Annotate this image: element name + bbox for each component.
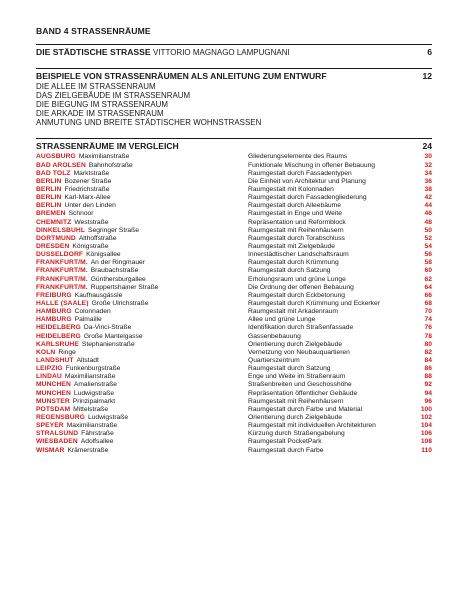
- entry-street: Palmaille: [74, 316, 102, 324]
- section-heading-staedtische-strasse[interactable]: [36, 47, 432, 58]
- entry-page-number: 94: [424, 389, 432, 397]
- entry-page-number: 58: [424, 259, 432, 267]
- entry-description: Repräsentation öffentlicher Gebäude: [248, 389, 358, 397]
- entry-city: REGENSBURG: [36, 413, 85, 421]
- entry-description: Raumgestalt durch Torabschluss: [248, 234, 345, 242]
- entry-street: Mittelstraße: [73, 405, 109, 413]
- entry-page-number: 86: [424, 365, 432, 373]
- entry-page-number: 54: [424, 243, 432, 251]
- entry-description: Orientierung durch Zielgebäude: [248, 340, 343, 348]
- entry-page-number: 102: [420, 413, 432, 421]
- entry-page-number: 52: [424, 234, 432, 242]
- entry-city: MÜNCHEN: [36, 389, 71, 397]
- entry-location: [36, 406, 248, 414]
- entry-location: [36, 284, 248, 292]
- entry-description: Raumgestalt PocketPark: [248, 438, 322, 446]
- entry-city: BAD AROLSEN: [36, 161, 86, 169]
- section-title: BEISPIELE VON STRASSENRÄUMEN ALS ANLEITUNG ZUM ENTWURF: [36, 71, 327, 81]
- section-page-number: 24: [422, 141, 432, 152]
- entry-description: Raumgestalt durch Satzung: [248, 365, 331, 373]
- entry-page-number: 30: [424, 153, 432, 161]
- entry-city: HEIDELBERG: [36, 332, 81, 340]
- entry-city: KARLSRUHE: [36, 340, 79, 348]
- toc-entry-row[interactable]: [36, 202, 432, 210]
- entry-page-number: 32: [424, 161, 432, 169]
- entry-location: [36, 341, 248, 349]
- entry-location: [36, 430, 248, 438]
- entry-city: BERLIN: [36, 186, 62, 194]
- entry-location: [36, 219, 248, 227]
- entry-page-number: 106: [420, 430, 432, 438]
- entry-location: [36, 267, 248, 275]
- entry-city: BERLIN: [36, 177, 62, 185]
- entry-description: Raumgestalt mit Arkadenraum: [248, 308, 338, 316]
- entry-city: MÜNCHEN: [36, 381, 71, 389]
- entry-city: HEIDELBERG: [36, 324, 81, 332]
- entry-location: [36, 381, 248, 389]
- entry-location: [36, 357, 248, 365]
- subsection-list: [36, 82, 432, 127]
- entry-location: [36, 259, 248, 267]
- toc-entry-row[interactable]: [36, 349, 432, 357]
- entry-city: WISMAR: [36, 446, 65, 454]
- entry-page-number: 108: [420, 438, 432, 446]
- entry-location: [36, 300, 248, 308]
- entry-page-number: 60: [424, 267, 432, 275]
- toc-entry-row[interactable]: [36, 251, 432, 259]
- entry-description: Raumgestalt durch Fassadentypen: [248, 169, 352, 177]
- entry-street: Adolfsallee: [80, 438, 114, 446]
- entry-page-number: 88: [424, 373, 432, 381]
- entry-page-number: 44: [424, 202, 432, 210]
- entry-page-number: 92: [424, 381, 432, 389]
- entry-street: Ludwigstraße: [87, 413, 129, 421]
- entry-street: Schnoor: [68, 210, 94, 218]
- entry-description: Kürzung durch Straßengabelung: [248, 430, 345, 438]
- toc-entry-row[interactable]: [36, 324, 432, 332]
- entry-description: Raumgestalt durch Farbe: [248, 446, 324, 454]
- entry-page-number: 96: [424, 397, 432, 405]
- entry-location: [36, 316, 248, 324]
- entry-street: Bozener Straße: [64, 177, 112, 185]
- toc-entry-row[interactable]: [36, 243, 432, 251]
- entry-city: LANDSHUT: [36, 356, 74, 364]
- entry-street: Krämerstraße: [67, 446, 109, 454]
- street-entry-list: [36, 153, 432, 454]
- entry-location: [36, 170, 248, 178]
- toc-entry-row[interactable]: [36, 227, 432, 235]
- toc-entry-row[interactable]: [36, 210, 432, 218]
- toc-page: [36, 26, 432, 455]
- toc-entry-row[interactable]: [36, 381, 432, 389]
- entry-page-number: 84: [424, 356, 432, 364]
- entry-description: Raumgestalt durch Krümmung und Eckerker: [248, 300, 380, 307]
- entry-page-number: 82: [424, 348, 432, 356]
- entry-location: [36, 349, 248, 357]
- entry-city: DORTMUND: [36, 234, 76, 242]
- entry-description: Raumgestalt mit individuellen Architekturen: [248, 422, 376, 430]
- entry-city: WIESBADEN: [36, 438, 78, 446]
- section-heading-beispiele[interactable]: [36, 71, 432, 82]
- toc-entry-row[interactable]: [36, 308, 432, 316]
- entry-street: Prinzipalmarkt: [72, 397, 116, 405]
- entry-city: FRANKFURT/M.: [36, 283, 88, 291]
- toc-entry-row[interactable]: [36, 447, 432, 455]
- subsection-item[interactable]: DIE ALLEE IM STRASSENRAUM: [36, 82, 156, 91]
- entry-description: Die Ordnung der offenen Bebauung: [248, 283, 354, 291]
- entry-street: Friedrichstraße: [64, 186, 110, 194]
- toc-entry-row[interactable]: [36, 178, 432, 186]
- entry-location: [36, 447, 248, 455]
- entry-description: Raumgestalt mit Reihenhäusern: [248, 397, 344, 405]
- toc-entry-row[interactable]: [36, 398, 432, 406]
- entry-description: Die Einheit von Architektur und Planung: [248, 177, 366, 185]
- entry-city: DRESDEN: [36, 243, 70, 251]
- entry-city: FRANKFURT/M.: [36, 275, 88, 283]
- entry-city: BREMEN: [36, 210, 66, 218]
- subsection-item[interactable]: DIE BIEGUNG IM STRASSENRAUM: [36, 100, 168, 110]
- entry-page-number: 50: [424, 226, 432, 234]
- toc-entry-row[interactable]: [36, 235, 432, 243]
- entry-description: Funktionale Mischung in offener Bebauung: [248, 161, 376, 169]
- entry-location: [36, 292, 248, 300]
- toc-entry-row[interactable]: [36, 276, 432, 284]
- entry-city: AUGSBURG: [36, 153, 76, 161]
- entry-street: Königsallee: [86, 251, 121, 259]
- entry-street: Ludwigstraße: [73, 389, 115, 397]
- entry-description: Raumgestalt durch Alleebäume: [248, 202, 341, 210]
- entry-description: Raumgestalt durch Krümmung: [248, 259, 339, 267]
- entry-street: Karl-Marx-Allee: [64, 194, 111, 202]
- entry-page-number: 68: [424, 300, 432, 307]
- entry-description: Repräsentation und Reformblock: [248, 218, 346, 226]
- entry-city: HAMBURG: [36, 308, 72, 316]
- entry-street: Marktstraße: [73, 169, 110, 177]
- entry-description: Erholungsraum und grüne Lunge: [248, 275, 346, 283]
- toc-entry-row[interactable]: [36, 162, 432, 170]
- section-heading-vergleich[interactable]: [36, 141, 432, 152]
- entry-city: BERLIN: [36, 194, 62, 202]
- entry-street: Segringer Straße: [88, 226, 139, 234]
- entry-location: [36, 398, 248, 406]
- entry-city: FRANKFURT/M.: [36, 267, 88, 275]
- entry-description: Raumgestalt durch Satzung: [248, 267, 331, 275]
- entry-location: [36, 210, 248, 218]
- entry-street: Altstadt: [76, 356, 99, 364]
- entry-location: [36, 276, 248, 284]
- toc-entry-row[interactable]: [36, 267, 432, 275]
- divider: [36, 68, 432, 69]
- entry-description: Orientierung durch Zielgebäude: [248, 413, 343, 421]
- entry-page-number: 38: [424, 186, 432, 194]
- entry-description: Raumgestalt durch Farbe und Material: [248, 405, 363, 413]
- entry-description: Quartierszentrum: [248, 356, 300, 364]
- entry-description: Gliederungselemente des Raums: [248, 153, 348, 161]
- entry-street: Stephanienstraße: [81, 340, 135, 348]
- entry-location: [36, 438, 248, 446]
- entry-city: FRANKFURT/M.: [36, 259, 88, 267]
- entry-location: [36, 308, 248, 316]
- entry-street: Fährstraße: [81, 430, 114, 438]
- entry-description: Allee und grüne Lunge: [248, 316, 316, 324]
- toc-entry-row[interactable]: [36, 414, 432, 422]
- entry-description: Raumgestalt durch Fassadengliederung: [248, 194, 367, 202]
- toc-entry-row[interactable]: [36, 373, 432, 381]
- entry-city: CHEMNITZ: [36, 218, 72, 226]
- entry-description: Identifikation durch Straßenfassade: [248, 324, 354, 332]
- entry-street: Weststraße: [74, 218, 109, 226]
- toc-entry-row[interactable]: [36, 438, 432, 446]
- entry-location: [36, 414, 248, 422]
- toc-entry-row[interactable]: [36, 194, 432, 202]
- entry-street: Ringe: [58, 348, 76, 356]
- entry-description: Raumgestalt mit Kolonnaden: [248, 186, 334, 194]
- entry-location: [36, 251, 248, 259]
- entry-city: SPEYER: [36, 422, 64, 430]
- section-author: VITTORIO MAGNAGO LAMPUGNANI: [153, 48, 290, 57]
- entry-description: Raumgestalt durch Eckbetonung: [248, 291, 346, 299]
- entry-street: Braubachstraße: [90, 267, 139, 275]
- subsection-item[interactable]: DIE ARKADE IM STRASSENRAUM: [36, 109, 164, 119]
- section-title: [36, 47, 290, 58]
- entry-location: [36, 186, 248, 194]
- entry-page-number: 104: [420, 422, 432, 430]
- entry-city: MÜNSTER: [36, 397, 70, 405]
- entry-page-number: 66: [424, 291, 432, 299]
- entry-location: [36, 390, 248, 398]
- divider: [36, 138, 432, 139]
- entry-location: [36, 178, 248, 186]
- toc-entry-row[interactable]: [36, 406, 432, 414]
- section-page-number: 6: [427, 47, 432, 57]
- entry-street: Große Mantelgasse: [83, 332, 143, 340]
- entry-location: [36, 202, 248, 210]
- entry-location: [36, 373, 248, 381]
- toc-entry-row[interactable]: [36, 430, 432, 438]
- toc-entry-row[interactable]: [36, 357, 432, 365]
- entry-location: [36, 235, 248, 243]
- entry-description: Enge und Weite im Straßenraum: [248, 373, 346, 381]
- toc-entry-row[interactable]: [36, 259, 432, 267]
- entry-location: [36, 365, 248, 373]
- entry-page-number: 56: [424, 251, 432, 259]
- entry-location: [36, 422, 248, 430]
- entry-description: Raumgestalt mit Reihenhäusern: [248, 226, 344, 234]
- entry-page-number: 110: [421, 446, 432, 454]
- entry-city: LEIPZIG: [36, 365, 63, 373]
- entry-street: Bahnhofstraße: [88, 161, 133, 169]
- entry-description: Innerstädtischer Landschaftsraum: [248, 251, 349, 259]
- entry-city: DINKELSBÜHL: [36, 226, 86, 234]
- toc-entry-row[interactable]: [36, 333, 432, 341]
- entry-city: POTSDAM: [36, 405, 71, 413]
- toc-entry-row[interactable]: [36, 316, 432, 324]
- toc-entry-row[interactable]: [36, 170, 432, 178]
- entry-city: STRALSUND: [36, 430, 79, 438]
- entry-page-number: 74: [424, 316, 432, 324]
- toc-entry-row[interactable]: [36, 300, 432, 308]
- entry-description: Raumgestalt in Enge und Weite: [248, 210, 342, 218]
- entry-page-number: 70: [424, 308, 432, 316]
- entry-city: BAD TÖLZ: [36, 169, 71, 177]
- entry-location: [36, 324, 248, 332]
- toc-entry-row[interactable]: [36, 186, 432, 194]
- section-title: STRASSENRÄUME IM VERGLEICH: [36, 141, 179, 152]
- entry-location: [36, 227, 248, 235]
- entry-description: Straßenbreiten und Geschosshöhe: [248, 381, 352, 389]
- entry-page-number: 34: [424, 169, 432, 177]
- entry-page-number: 80: [424, 340, 432, 348]
- entry-city: FREIBURG: [36, 291, 72, 299]
- entry-page-number: 78: [424, 332, 432, 340]
- section-page-number: 12: [422, 71, 432, 81]
- toc-entry-row[interactable]: [36, 365, 432, 373]
- entry-page-number: 100: [420, 405, 432, 413]
- divider: [36, 44, 432, 45]
- subsection-item[interactable]: DAS ZIELGEBÄUDE IM STRASSENRAUM: [36, 91, 191, 101]
- entry-page-number: 64: [424, 283, 432, 291]
- entry-city: HALLE (SAALE): [36, 300, 89, 307]
- entry-street: Funkenburgstraße: [65, 365, 121, 373]
- entry-street: Da-Vinci-Straße: [83, 324, 132, 332]
- entry-description: Gassenbebauung: [248, 332, 301, 340]
- entry-location: [36, 153, 248, 161]
- entry-street: Große Ulrichstraße: [91, 300, 149, 307]
- entry-city: KÖLN: [36, 348, 56, 356]
- toc-entry-row[interactable]: [36, 284, 432, 292]
- band-title: BAND 4 STRASSENRÄUME: [36, 26, 151, 36]
- toc-entry-row[interactable]: [36, 341, 432, 349]
- entry-description: Raumgestalt mit Zielgebäude: [248, 243, 335, 251]
- toc-entry-row[interactable]: [36, 422, 432, 430]
- entry-city: LINDAU: [36, 373, 62, 381]
- entry-street: Ruppertshainer Straße: [90, 283, 159, 291]
- entry-page-number: 62: [424, 275, 432, 283]
- toc-entry-row[interactable]: [36, 153, 432, 161]
- entry-street: Unter den Linden: [64, 202, 116, 210]
- toc-entry-row[interactable]: [36, 219, 432, 227]
- subsection-item[interactable]: ANMUTUNG UND BREITE STÄDTISCHER WOHNSTRASSEN: [36, 118, 262, 128]
- entry-street: Maximilianstraße: [64, 373, 116, 381]
- entry-street: Kaufhausgässle: [74, 291, 123, 299]
- entry-location: [36, 194, 248, 202]
- entry-street: Amalienstraße: [73, 381, 118, 389]
- entry-street: Colonnaden: [74, 308, 111, 316]
- entry-description: Vernetzung von Neubauquartieren: [248, 348, 350, 356]
- entry-page-number: 46: [424, 210, 432, 218]
- entry-location: [36, 162, 248, 170]
- entry-street: Königstraße: [72, 243, 109, 251]
- entry-city: DÜSSELDORF: [36, 251, 84, 259]
- entry-page-number: 48: [424, 218, 432, 226]
- entry-page-number: 76: [424, 324, 432, 332]
- entry-street: An der Ringmauer: [90, 259, 145, 267]
- entry-page-number: 42: [424, 194, 432, 202]
- entry-location: [36, 243, 248, 251]
- entry-page-number: 36: [424, 177, 432, 185]
- entry-street: Althoffstraße: [78, 234, 117, 242]
- entry-city: BERLIN: [36, 202, 62, 210]
- entry-street: Günthersburgallee: [90, 275, 146, 283]
- entry-location: [36, 333, 248, 341]
- section-title-text: DIE STÄDTISCHE STRASSE: [36, 47, 151, 57]
- entry-street: Maximilianstraße: [78, 153, 130, 161]
- entry-city: HAMBURG: [36, 316, 72, 324]
- toc-entry-row[interactable]: [36, 292, 432, 300]
- entry-street: Maximilianstraße: [66, 422, 118, 430]
- toc-entry-row[interactable]: [36, 390, 432, 398]
